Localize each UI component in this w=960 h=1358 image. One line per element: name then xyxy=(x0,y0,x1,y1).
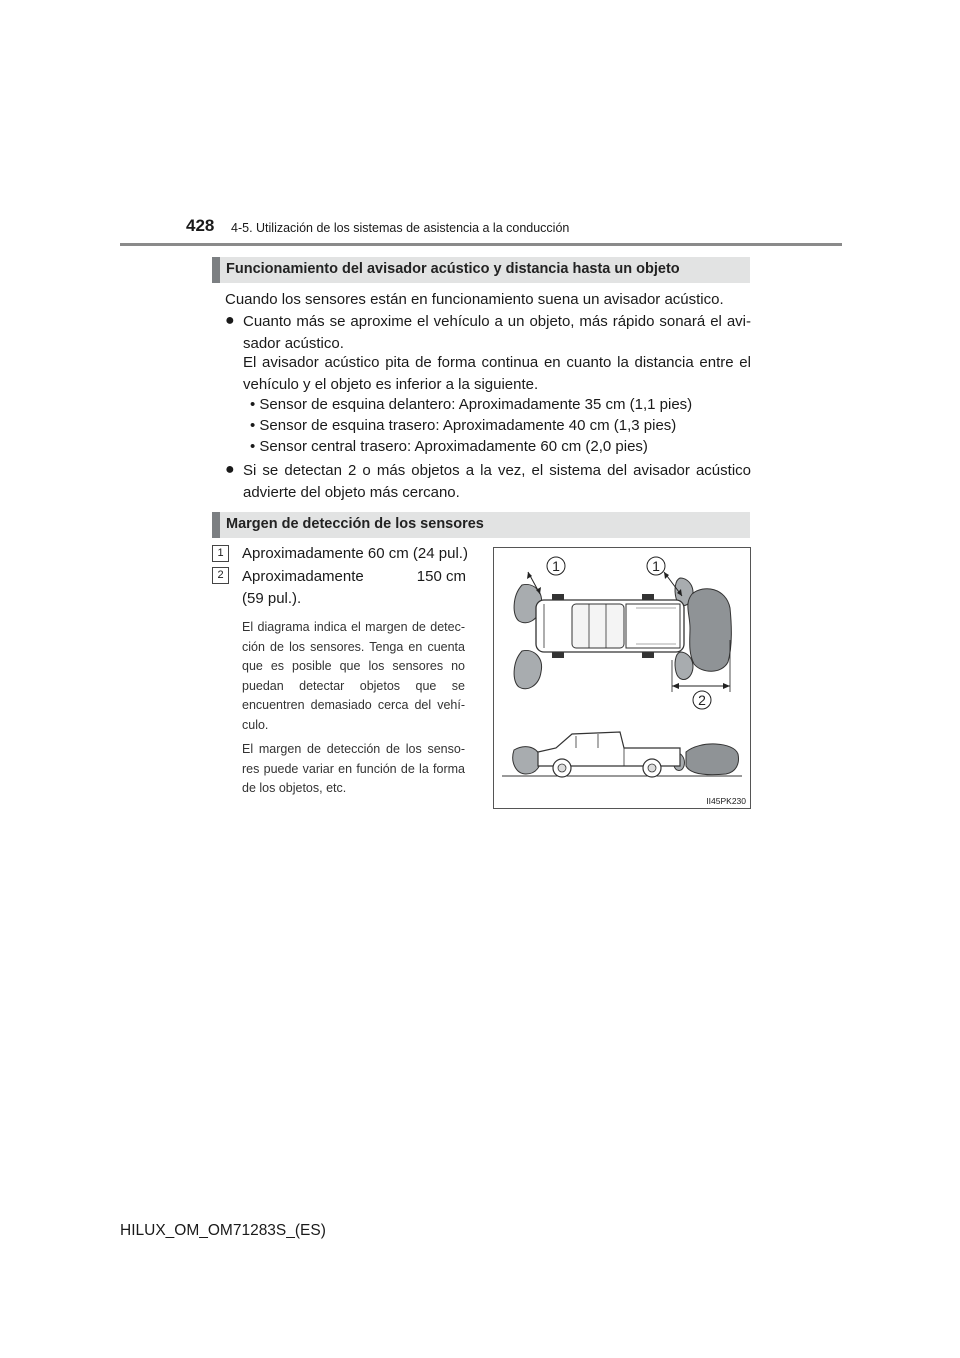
note-shape: El margen de detección de los senso-res puede variar en función de la forma de los objetos, etc. xyxy=(242,742,465,796)
bullet-icon: ● xyxy=(225,461,235,478)
note-diagram: El diagrama indica el margen de detec-ción de los sensores. Tenga en cuenta que es posible que los sensores no puedan detectar objetos que se encuentren demasiado cerca del vehí-culo. xyxy=(242,620,465,732)
document-id: HILUX_OM_OM71283S_(ES) xyxy=(120,1222,326,1239)
figure-code: II45PK230 xyxy=(706,796,746,806)
bullet-icon: ● xyxy=(225,312,235,329)
number-box-2: 2 xyxy=(212,567,229,584)
subitem-rear-corner: • Sensor de esquina trasero: Aproximadamente 40 cm (1,3 pies) xyxy=(250,417,677,434)
diagram-illustration xyxy=(494,548,750,808)
range-item-2-unit: (59 pul.). xyxy=(242,590,302,607)
range-item-2-label: Aproximadamente xyxy=(242,568,364,585)
bullet2-line2: advierte del objeto más cercano. xyxy=(243,484,460,501)
diagram-label-1b: 1 xyxy=(652,558,660,574)
section-heading-detection-range xyxy=(212,512,750,538)
section-title: Funcionamiento del avisador acústico y distancia hasta un objeto xyxy=(226,261,680,277)
page-number: 428 xyxy=(186,216,215,235)
range-item-2-value: 150 cm xyxy=(416,568,466,585)
bullet1-line2: sador acústico. xyxy=(243,335,344,352)
bullet1-line1: Cuanto más se aproxime el vehículo a un objeto, más rápido sonará el avi- xyxy=(243,313,751,330)
sensor-range-diagram xyxy=(493,547,751,809)
intro-text: Cuando los sensores están en funcionamiento suena un avisador acústico. xyxy=(225,291,724,308)
subitem-front-corner: • Sensor de esquina delantero: Aproximadamente 35 cm (1,1 pies) xyxy=(250,396,693,413)
diagram-label-1a: 1 xyxy=(552,558,560,574)
section-title: Margen de detección de los sensores xyxy=(226,516,484,532)
bullet1-line4: vehículo y el objeto es inferior a la siguiente. xyxy=(243,376,539,393)
header-rule xyxy=(120,243,842,246)
number-box-1: 1 xyxy=(212,545,229,562)
bullet2-line1: Si se detectan 2 o más objetos a la vez, el sistema del avisador acústico xyxy=(243,462,751,479)
diagram-label-2: 2 xyxy=(698,692,706,708)
bullet1-line3: El avisador acústico pita de forma continua en cuanto la distancia entre el xyxy=(243,354,751,371)
subitem-rear-center: • Sensor central trasero: Aproximadamente 60 cm (2,0 pies) xyxy=(250,438,648,455)
section-accent xyxy=(212,257,220,283)
chapter-title: 4-5. Utilización de los sistemas de asistencia a la conducción xyxy=(231,221,570,235)
range-item-1: Aproximadamente 60 cm (24 pul.) xyxy=(242,545,468,562)
section-accent xyxy=(212,512,220,538)
section-heading-buzzer xyxy=(212,257,750,283)
